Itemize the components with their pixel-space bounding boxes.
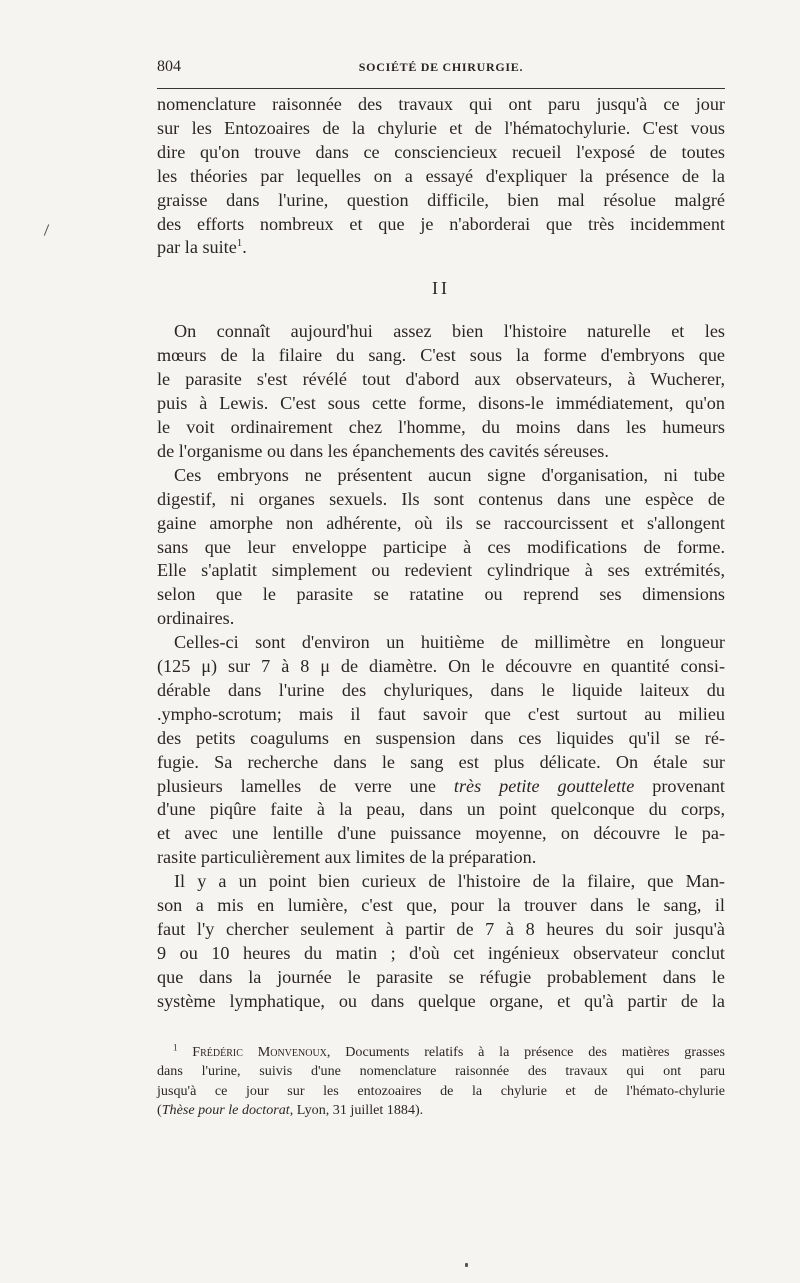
text-line: dire qu'on trouve dans ce consciencieux recueil l'exposé de toutes	[157, 141, 725, 162]
text-fragment: , Lyon, 31 juillet 1884).	[289, 1102, 424, 1119]
text-line: rasite particulièrement aux limites de la préparation.	[157, 847, 537, 868]
text-fragment: (	[157, 1102, 162, 1119]
text-line: nomenclature raisonnée des travaux qui ont paru jusqu'à ce jour	[157, 94, 725, 114]
running-title: SOCIÉTÉ DE CHIRURGIE.	[358, 60, 524, 74]
footnote-line: dans l'urine, suivis d'une nomenclature raisonnée des travaux qui ont paru	[157, 1063, 725, 1080]
italic-phrase: très petite gouttelette	[453, 775, 635, 796]
text-line: fugie. Sa recherche dans le sang est plus délicate. On étale sur	[157, 751, 725, 772]
italic-phrase: Thèse pour le doctorat	[161, 1102, 290, 1119]
body-text	[157, 93, 725, 1014]
intro-paragraph	[157, 93, 725, 260]
text-line: selon que le parasite se ratatine ou reprend ses dimensions	[157, 584, 725, 605]
text-line: le parasite s'est révélé tout d'abord aux observateurs, à Wucherer,	[157, 369, 725, 390]
bottom-ink-mark	[465, 1263, 468, 1267]
paragraph-3	[157, 631, 725, 870]
text-line: puis à Lewis. C'est sous cette forme, disons-le immédiatement, qu'on	[157, 393, 725, 414]
footnote-line	[157, 1043, 725, 1063]
text-line: sans que leur enveloppe participe à ces modifications de forme.	[157, 536, 725, 557]
text-line: sur les Entozoaires de la chylurie et de l'hématochylurie. C'est vous	[157, 117, 725, 138]
text-line: .ympho-scrotum; mais il faut savoir que c'est surtout au milieu	[157, 703, 725, 724]
paragraph-4	[157, 870, 725, 1013]
text-line: ordinaires.	[157, 608, 235, 629]
text-line: Ces embryons ne présentent aucun signe d'organisation, ni tube	[174, 464, 725, 485]
text-line: les théories par lequelles on a essayé d'expliquer la présence de la	[157, 165, 725, 186]
paragraph-1	[157, 320, 725, 463]
text-line: le voit ordinairement chez l'homme, du moins dans les humeurs	[157, 416, 725, 437]
text-line: On connaît aujourd'hui assez bien l'histoire naturelle et les	[174, 321, 725, 342]
text-fragment: par la suite	[157, 237, 237, 258]
footnote-line	[157, 1101, 725, 1121]
text-line: des petits coagulums en suspension dans ces liquides qu'il se ré-	[157, 727, 725, 748]
text-line: système lymphatique, ou dans quelque organe, et qu'à partir de la	[157, 990, 725, 1011]
section-heading: II	[432, 278, 450, 299]
text-line: des efforts nombreux et que je n'aborderai que très incidemment	[157, 213, 725, 234]
text-line: (125 μ) sur 7 à 8 μ de diamètre. On le découvre en quantité consi-	[157, 656, 725, 677]
text-line: son a mis en lumière, c'est que, pour la trouver dans le sang, il	[157, 895, 725, 916]
text-line: Il y a un point bien curieux de l'histoire de la filaire, que Man-	[174, 871, 725, 892]
text-line: de l'organisme ou dans les épanchements des cavités séreuses.	[157, 440, 609, 461]
text-fragment: plusieurs lamelles de verre une	[157, 775, 454, 796]
text-line: Elle s'aplatit simplement ou redevient cylindrique à ses extrémités,	[157, 560, 725, 581]
running-head	[157, 58, 725, 84]
text-line: et avec une lentille d'une puissance moyenne, on découvre le pa-	[157, 823, 725, 844]
text-line: dérable dans l'urine des chyluriques, dans le liquide laiteux du	[157, 679, 725, 700]
text-line: mœurs de la filaire du sang. C'est sous la forme d'embryons que	[157, 345, 725, 366]
text-line: que dans la journée le parasite se réfugie probablement dans le	[157, 966, 725, 987]
text-line: digestif, ni organes sexuels. Ils sont contenus dans une espèce de	[157, 488, 725, 509]
footnotes	[157, 1043, 725, 1121]
book-page	[157, 58, 725, 1121]
text-line: d'une piqûre faite à la peau, dans un point quelconque du corps,	[157, 799, 725, 820]
page-number: 804	[157, 58, 181, 75]
text-line	[157, 775, 725, 799]
header-rule	[157, 88, 725, 89]
text-line: graisse dans l'urine, question difficile, bien mal résolue malgré	[157, 189, 725, 210]
footnote-reference: 1	[236, 237, 243, 250]
text-line: 9 ou 10 heures du matin ; d'où cet ingénieux observateur conclut	[157, 942, 725, 963]
footnote-line: jusqu'à ce jour sur les entozoaires de la chylurie et de l'hémato-chylurie	[157, 1082, 725, 1099]
text-line: gaine amorphe non adhérente, où ils se raccourcissent et s'allongent	[157, 512, 725, 533]
text-line: par la suite$^1$.	[157, 237, 247, 258]
footnote-mark: 1	[173, 1041, 178, 1052]
text-fragment: , Documents relatifs à la présence des matières grasses	[326, 1043, 726, 1060]
margin-pencil-mark	[44, 224, 49, 236]
footnote-author: Frédéric Monvenoux	[192, 1043, 327, 1060]
text-line: faut l'y chercher seulement à partir de 7 à 8 heures du soir jusqu'à	[157, 919, 725, 939]
paragraph-2	[157, 464, 725, 631]
text-line: Celles-ci sont d'environ un huitième de millimètre en longueur	[174, 632, 725, 653]
text-fragment: provenant	[634, 775, 725, 796]
